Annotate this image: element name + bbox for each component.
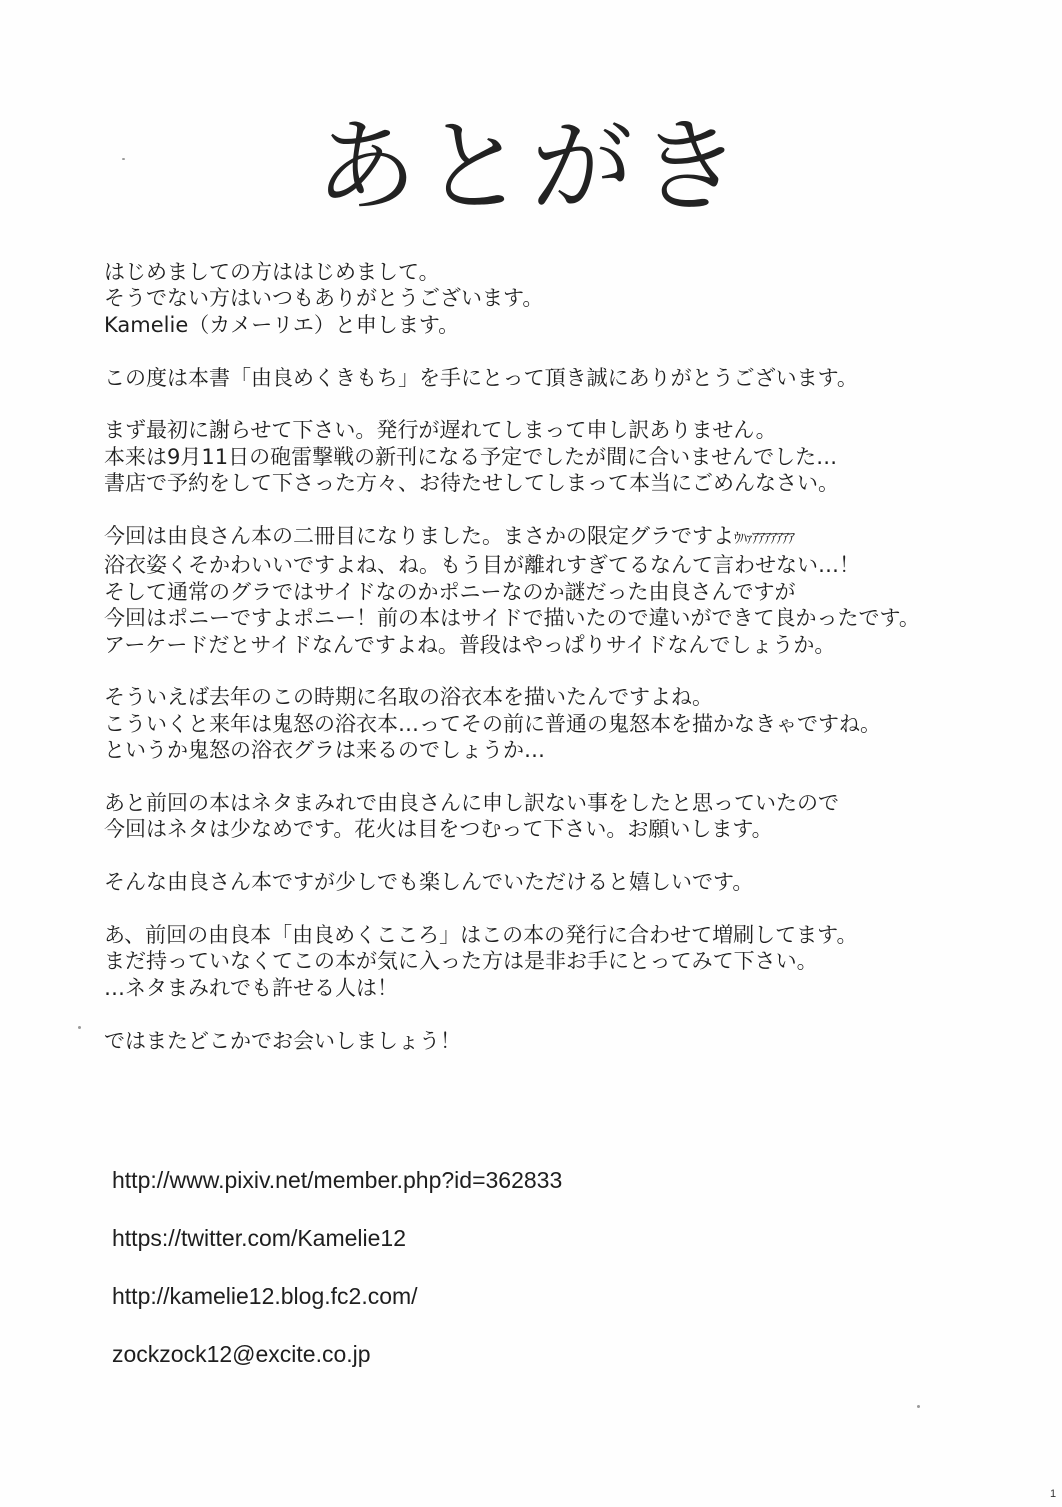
text-line: はじめましての方ははじめまして。 [104,260,440,284]
page-number: 1 [1050,1488,1057,1500]
text-line: こういくと来年は鬼怒の浴衣本…ってその前に普通の鬼怒本を描かなきゃですね。 [104,711,881,736]
text-line: 今回はネタは少なめです。花火は目をつむって下さい。お願いします。 [104,817,773,842]
afterword-body [104,259,1044,1080]
text-line: アーケードだとサイドなんですよね。普段はやっぱりサイドなんでしょうか。 [104,632,836,657]
text-line: まだ持っていなくてこの本が気に入った方は是非お手にとってみて下さい。 [104,949,818,974]
scan-speck [122,158,125,160]
paragraph-reprint [104,922,1044,1001]
paragraph-thanks [104,365,1044,391]
page-title: あとがき [315,108,747,227]
text-line: そして通常のグラではサイドなのかポニーなのか謎だった由良さんですが [104,579,796,604]
paragraph-farewell [104,1028,1044,1054]
text-line: Kamelie（カメーリエ）と申します。 [104,312,460,337]
paragraph-previous-book [104,790,1044,843]
paragraph-last-year [104,684,1044,763]
text-line: ではまたどこかでお会いしましょう！ [104,1028,461,1053]
text-line-main: 今回は由良さん本の二冊目になりました。まさかの限定グラですよ [104,524,734,549]
text-line [104,523,1044,552]
text-line: まず最初に謝らせて下さい。発行が遅れてしまって申し訳ありません。 [104,418,777,443]
text-line: 本来は9月11日の砲雷撃戦の新刊になる予定でしたが間に合いませんでした… [104,444,838,469]
text-line: そんな由良さん本ですが少しでも楽しんでいただけると嬉しいです。 [104,870,754,895]
text-line-aside: ｳﾊｧｱｱｱｱｱｱｱ [734,531,794,548]
text-line: そういえば去年のこの時期に名取の浴衣本を描いたんですよね。 [104,685,713,710]
text-line: というか鬼怒の浴衣グラは来るのでしょうか… [104,738,545,763]
blog-link[interactable]: http://kamelie12.blog.fc2.com/ [112,1283,418,1309]
pixiv-link[interactable]: http://www.pixiv.net/member.php?id=362833 [112,1167,563,1193]
contact-links [112,1164,812,1396]
paragraph-apology [104,417,1044,496]
text-line: あ、前回の由良本「由良めくこころ」はこの本の発行に合わせて増刷してます。 [104,923,858,948]
scan-speck [78,1026,81,1029]
paragraph-this-book [104,523,1044,658]
paragraph-enjoy [104,869,1044,895]
email-address[interactable]: zockzock12@excite.co.jp [112,1341,371,1367]
paragraph-greeting [104,259,1044,338]
text-line: …ネタまみれでも許せる人は！ [104,975,398,1000]
text-line: あと前回の本はネタまみれで由良さんに申し訳ない事をしたと思っていたので [104,791,839,816]
text-line: 浴衣姿くそかわいいですよね、ね。もう目が離れすぎてるなんて言わせない…！ [104,553,860,578]
text-line: 書店で予約をして下さった方々、お待たせしてしまって本当にごめんなさい。 [104,471,839,496]
scan-speck [917,1405,920,1408]
twitter-link[interactable]: https://twitter.com/Kamelie12 [112,1225,407,1251]
text-line: 今回はポニーですよポニー！前の本はサイドで描いたので違いができて良かったです。 [104,606,920,631]
text-line: そうでない方はいつもありがとうございます。 [104,286,544,311]
text-line: この度は本書「由良めくきもち」を手にとって頂き誠にありがとうございます。 [104,365,858,390]
